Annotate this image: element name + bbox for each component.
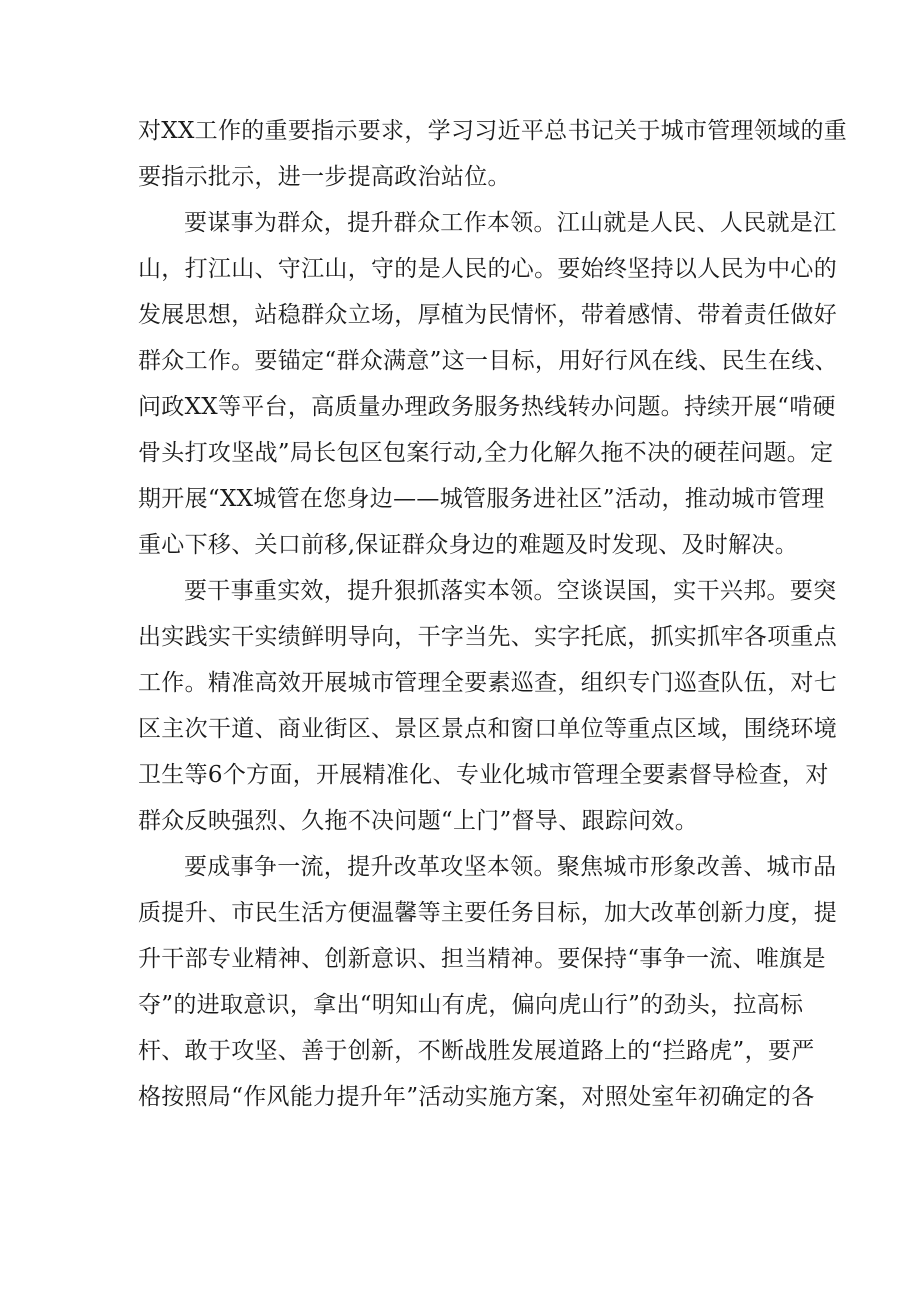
document-body <box>138 108 848 1120</box>
text-line: 杆、敢于攻坚、善于创新，不断战胜发展道路上的“拦路虎”，要严 <box>138 1038 815 1064</box>
text-line: 骨头打攻坚战”局长包区包案行动,全力化解久拖不决的硬茬问题。定 <box>138 440 834 466</box>
text-line: 要干事重实效，提升狠抓落实本领。空谈误国，实干兴邦。要突 <box>184 578 837 604</box>
paragraph-serve-masses <box>138 200 838 568</box>
text-line: 升干部专业精神、创新意识、担当精神。要保持“事争一流、唯旗是 <box>138 946 826 972</box>
text-line: 卫生等6个方面，开展精准化、专业化城市管理全要素督导检查，对 <box>138 762 829 788</box>
text-line: 要成事争一流，提升改革攻坚本领。聚焦城市形象改善、城市品 <box>184 854 837 880</box>
paragraph-strive-first-class <box>138 844 837 1120</box>
text-line: 重心下移、关口前移,保证群众身边的难题及时发现、及时解决。 <box>138 532 799 558</box>
text-line: 要谋事为群众，提升群众工作本领。江山就是人民、人民就是江 <box>184 210 837 236</box>
text-line: 格按照局“作风能力提升年”活动实施方案，对照处室年初确定的各 <box>138 1084 815 1110</box>
text-line: 出实践实干实绩鲜明导向，干字当先、实字托底，抓实抓牢各项重点 <box>138 624 837 650</box>
text-line: 群众工作。要锚定“群众满意”这一目标，用好行风在线、民生在线、 <box>138 348 838 374</box>
paragraph-continuation <box>138 108 848 200</box>
text-line: 期开展“XX城管在您身边——城管服务进社区”活动，推动城市管理 <box>138 486 825 512</box>
text-line: 质提升、市民生活方便温馨等主要任务目标，加大改革创新力度，提 <box>138 900 837 926</box>
text-line: 要指示批示，进一步提高政治站位。 <box>138 164 511 190</box>
text-line: 工作。精准高效开展城市管理全要素巡查，组织专门巡查队伍，对七 <box>138 670 837 696</box>
text-line: 对XX工作的重要指示要求，学习习近平总书记关于城市管理领域的重 <box>138 118 848 144</box>
text-line: 山，打江山、守江山，守的是人民的心。要始终坚持以人民为中心的 <box>138 256 837 282</box>
text-line: 夺”的进取意识，拿出“明知山有虎，偏向虎山行”的劲头，拉高标 <box>138 992 804 1018</box>
text-line: 区主次干道、商业街区、景区景点和窗口单位等重点区域，围绕环境 <box>138 716 837 742</box>
text-line: 问政XX等平台，高质量办理政务服务热线转办问题。持续开展“啃硬 <box>138 394 836 420</box>
text-line: 群众反映强烈、久拖不决问题“上门”督导、跟踪问效。 <box>138 808 699 834</box>
paragraph-practical-results <box>138 568 837 844</box>
text-line: 发展思想，站稳群众立场，厚植为民情怀，带着感情、带着责任做好 <box>138 302 837 328</box>
